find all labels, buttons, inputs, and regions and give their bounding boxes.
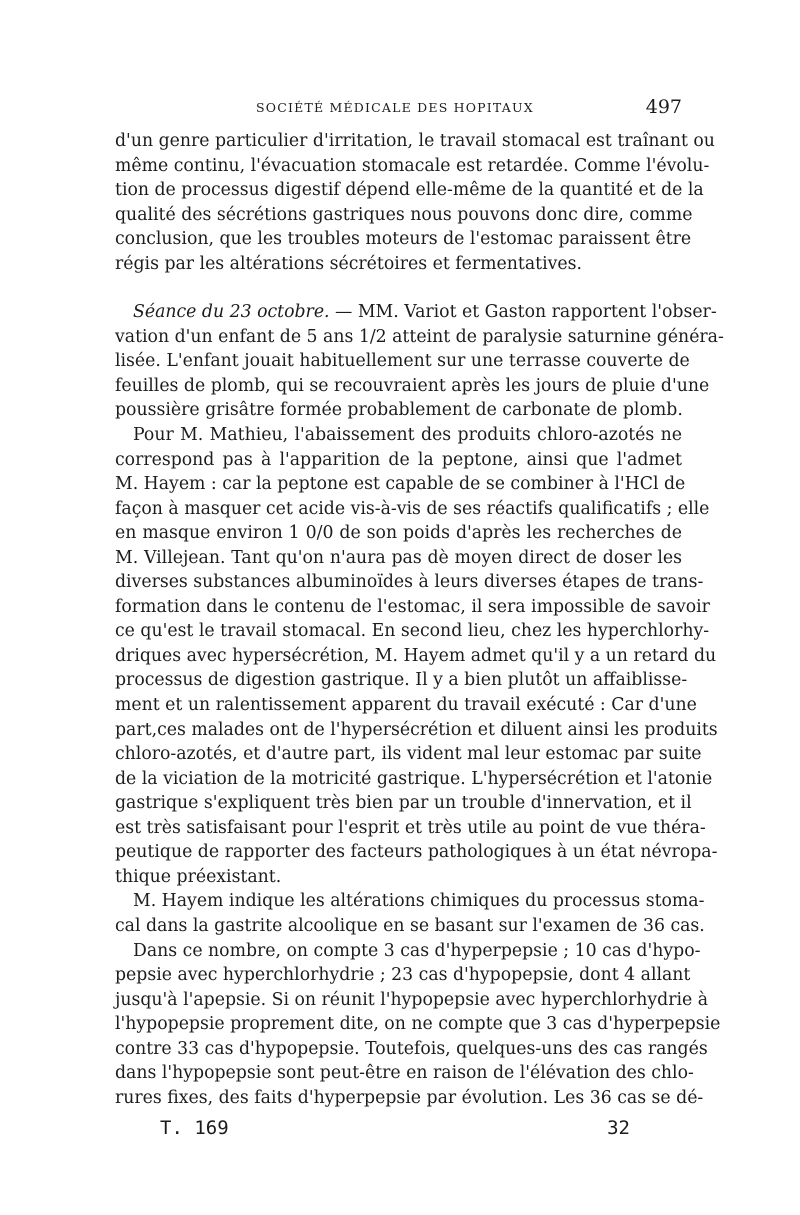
body-text [115,129,724,1110]
volume-number: T. 169 [160,1117,229,1139]
text-line: tion de processus digestif dépend elle-même de la quantité et de la [115,180,704,201]
text-line: qualité des sécrétions gastriques nous pouvons donc dire, comme [115,204,693,225]
text-line: dans l'hypopepsie sont peut-être en raison de l'élévation des chlo- [115,1063,694,1084]
text-line: M. Hayem indique les altérations chimiques du processus stoma- [133,891,705,912]
text-line: contre 33 cas d'hypopepsie. Toutefois, quelques-uns des cas rangés [115,1038,708,1059]
paragraph-gap [115,276,682,300]
paragraph-3 [115,423,718,889]
text-line: poussière grisâtre formée probablement de carbonate de plomb. [115,400,683,421]
text-line: l'hypopepsie proprement dite, on ne compte que 3 cas d'hyperpepsie [115,1014,721,1035]
text-line: d'un genre particulier d'irritation, le travail stomacal est traînant ou [115,131,715,151]
text-line: ment et un ralentissement apparent du travail exécuté : Car d'une [115,695,697,716]
text-line: cal dans la gastrite alcoolique en se basant sur l'examen de 36 cas. [115,915,705,936]
text-line: formation dans le contenu de l'estomac, il sera impossible de savoir [115,596,710,617]
text-line: feuilles de plomb, qui se recouvraient après les jours de pluie d'une [115,375,710,396]
text-line: M. Villejean. Tant qu'on n'aura pas dè moyen direct de doser les [115,547,682,568]
text-line: jusqu'à l'apepsie. Si on réunit l'hypopepsie avec hyperchlorhydrie à [115,989,709,1010]
text-line: gastrique s'expliquent très bien par un trouble d'innervation, et il [115,793,692,814]
text-line: en masque environ 1 0/0 de son poids d'après les recherches de [115,523,682,544]
text-line: façon à masquer cet acide vis-à-vis de ses réactifs qualificatifs ; elle [115,498,710,519]
paragraph-4 [115,889,705,938]
text-line: peutique de rapporter des facteurs pathologiques à un état névropa- [115,842,718,863]
text-line: chloro-azotés, et d'autre part, ils vident mal leur estomac par suite [115,744,702,765]
paragraph-1 [115,129,715,276]
page-header [110,96,682,120]
signature-mark: 32 [607,1117,630,1139]
text-line: rures fixes, des faits d'hyperpepsie par évolution. Les 36 cas se dé- [115,1087,704,1108]
paragraph-2 [115,300,724,423]
text-line: régis par les altérations sécrétoires et fermentatives. [115,253,582,274]
text-line: Pour M. Mathieu, l'abaissement des produits chloro-azotés ne [133,425,682,446]
text-line: Dans ce nombre, on compte 3 cas d'hyperpepsie ; 10 cas d'hypo- [133,940,701,961]
running-title: SOCIÉTÉ MÉDICALE DES HOPITAUX [256,100,534,115]
text-line-rest: — MM. Variot et Gaston rapportent l'obser- [329,302,717,323]
text-line: ce qu'est le travail stomacal. En second lieu, chez les hyperchlorhy- [115,621,710,642]
text-line: pepsie avec hyperchlorhydrie ; 23 cas d'hypopepsie, dont 4 allant [115,965,691,986]
text-line: thique préexistant. [115,866,282,887]
paragraph-5 [115,939,721,1111]
text-line: est très satisfaisant pour l'esprit et très utile au point de vue théra- [115,817,706,838]
page-footer [160,1117,630,1143]
text-line: part,ces malades ont de l'hypersécrétion et diluent ainsi les produits [115,719,718,740]
text-line: M. Hayem : car la peptone est capable de se combiner à l'HCl de [115,474,686,495]
text-line: conclusion, que les troubles moteurs de l'estomac paraissent être [115,229,692,250]
text-line: diverses substances albuminoïdes à leurs diverses étapes de trans- [115,572,704,593]
text-line: vation d'un enfant de 5 ans 1/2 atteint de paralysie saturnine généra- [115,326,724,347]
text-line [115,300,717,325]
text-line: correspond pas à l'apparition de la peptone, ainsi que l'admet [115,449,682,470]
text-line: même continu, l'évacuation stomacale est retardée. Comme l'évolu- [115,155,710,176]
text-line: driques avec hypersécrétion, M. Hayem admet qu'il y a un retard du [115,645,717,666]
text-line: lisée. L'enfant jouait habituellement sur une terrasse couverte de [115,351,690,372]
text-line: processus de digestion gastrique. Il y a bien plutôt un affaiblisse- [115,670,688,691]
text-line: de la viciation de la motricité gastrique. L'hypersécrétion et l'atonie [115,768,713,789]
session-date-label: Séance du 23 octobre. [133,302,330,323]
page-number: 497 [645,96,682,118]
